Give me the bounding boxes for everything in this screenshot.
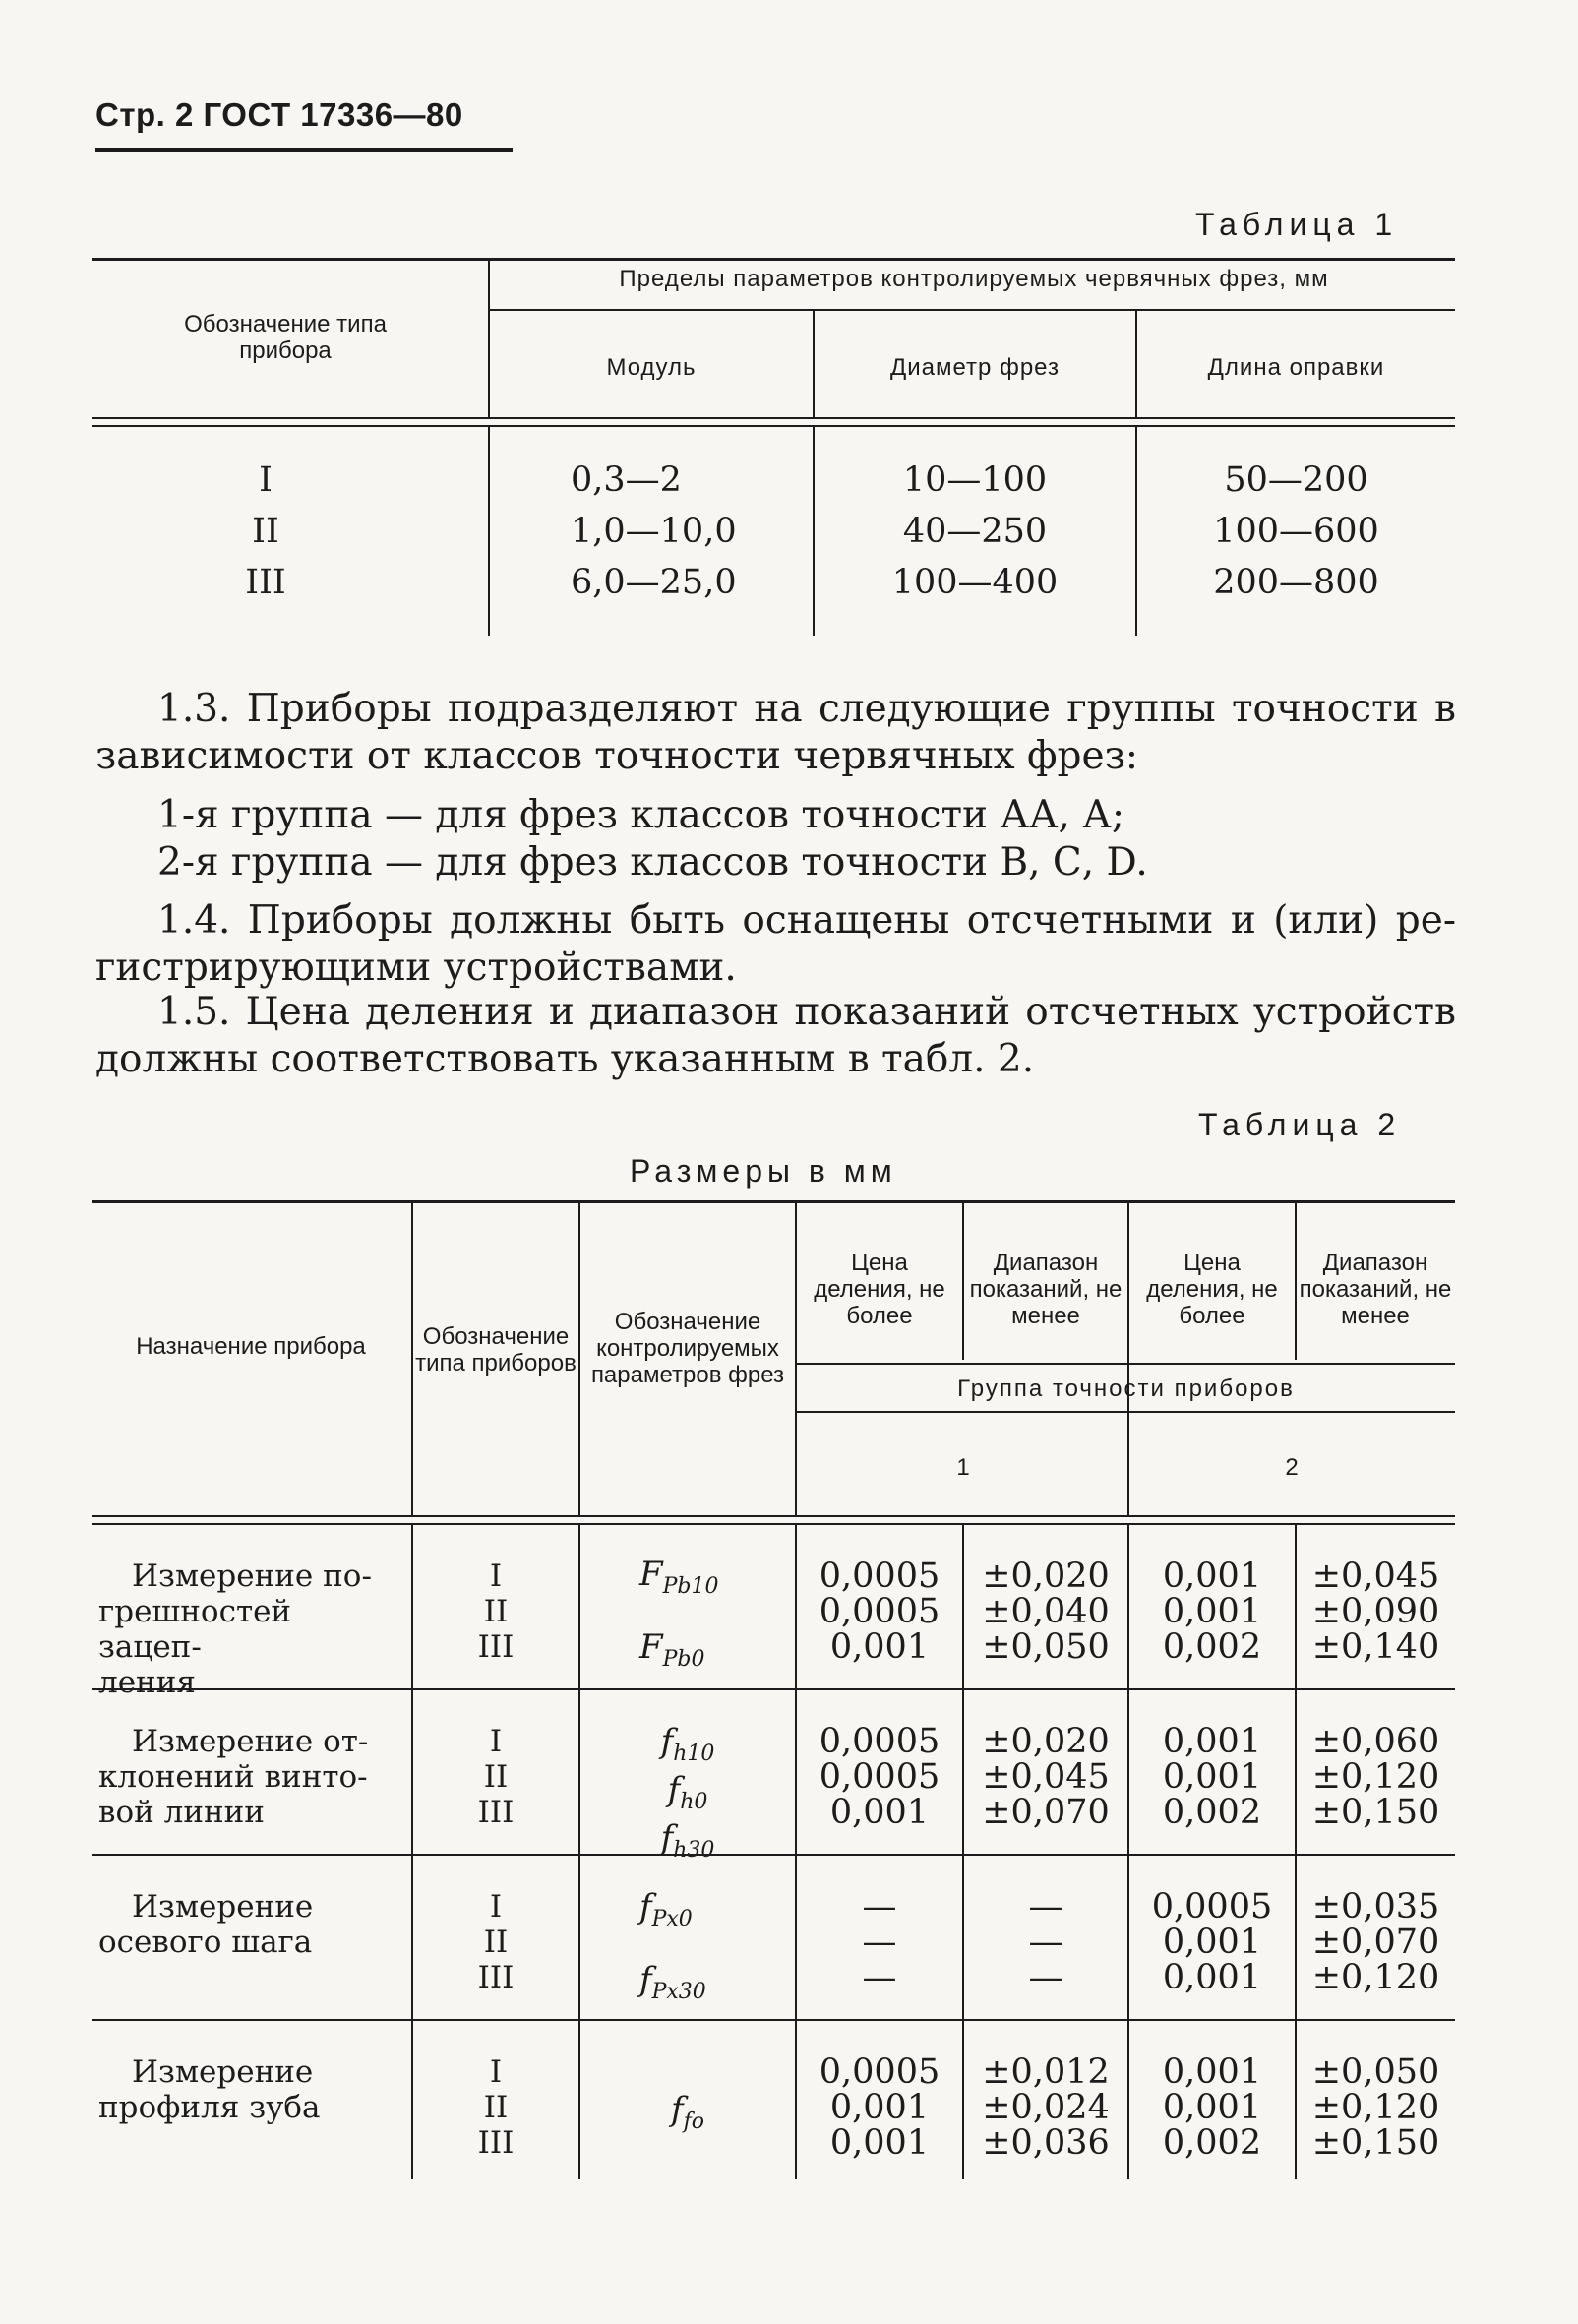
purpose-line: грешностей зацеп- xyxy=(98,1594,292,1665)
row-types xyxy=(413,1889,578,1995)
table1-col-designation: Обозначение типа прибора xyxy=(184,311,387,364)
value: ±0,150 xyxy=(1311,1793,1440,1832)
value: ±0,150 xyxy=(1311,2123,1440,2163)
value: 0,002 xyxy=(1162,1793,1262,1832)
type-value: I xyxy=(489,1559,503,1594)
g1-div xyxy=(797,1559,962,1665)
table2-vline xyxy=(795,1202,797,1517)
value: ±0,070 xyxy=(982,1793,1110,1832)
value: — xyxy=(862,1887,897,1926)
param-sub: fo xyxy=(683,2109,704,2134)
table1-col-diameter: Диаметр фрез xyxy=(890,354,1060,381)
value: ±0,120 xyxy=(1311,2088,1440,2127)
paragraph-1-3: 1.3. Приборы подразделяют на следующие группы точности в xyxy=(157,687,1456,731)
table2-units: Размеры в мм xyxy=(630,1153,897,1189)
param-sub: Px30 xyxy=(651,1979,706,2004)
param-notation xyxy=(639,1555,718,1599)
param-base: F xyxy=(639,1627,663,1667)
g2-range xyxy=(1297,1889,1455,1995)
g1-range xyxy=(964,2054,1127,2161)
param-base: f xyxy=(671,2090,684,2129)
table-cell: 100—400 xyxy=(891,563,1059,602)
value: 0,0005 xyxy=(819,1592,941,1631)
paragraph-1-5-cont: должны соответствовать указанным в табл. 2. xyxy=(95,1037,1035,1081)
type-value: II xyxy=(483,2090,509,2125)
value: 0,0005 xyxy=(819,1557,941,1596)
param-sub: h30 xyxy=(673,1837,715,1863)
param-base: f xyxy=(639,1887,652,1926)
param-sub: Pb0 xyxy=(662,1646,705,1672)
row-purpose xyxy=(98,1559,403,1700)
header-rule xyxy=(95,148,513,152)
table1-col-module: Модуль xyxy=(606,354,697,381)
table2-subhead-rule xyxy=(797,1363,1455,1365)
value: ±0,120 xyxy=(1311,1757,1440,1797)
value: 0,001 xyxy=(1162,1757,1262,1797)
table-cell: 50—200 xyxy=(1224,460,1368,500)
table-cell: 0,3—2 xyxy=(571,460,682,500)
table2-col-purpose: Назначение прибора xyxy=(136,1333,366,1360)
table1-top-rule xyxy=(92,258,1455,261)
table2-top-rule xyxy=(92,1200,1455,1203)
type-value: III xyxy=(477,1629,515,1665)
value: ±0,036 xyxy=(982,2123,1110,2163)
value: ±0,035 xyxy=(1311,1887,1440,1926)
g1-range xyxy=(964,1889,1127,1995)
row-types xyxy=(413,1559,578,1665)
purpose-line: ления xyxy=(98,1665,196,1700)
g2-div xyxy=(1129,1889,1295,1995)
table2-col-types: Обозначение типа приборов xyxy=(415,1323,577,1376)
table1-vline xyxy=(488,258,490,417)
value: ±0,140 xyxy=(1311,1627,1440,1667)
table1-subhead-rule xyxy=(490,309,1455,311)
table2-col-range-g1: Диапазон показаний, не менее xyxy=(969,1250,1123,1329)
row-purpose xyxy=(98,1889,403,1960)
purpose-line: осевого шага xyxy=(98,1925,313,1960)
param-base: f xyxy=(660,1722,674,1761)
paragraph-1-5: 1.5. Цена деления и диапазон показаний отсчетных устройств xyxy=(157,990,1456,1034)
type-value: I xyxy=(489,1724,503,1759)
purpose-line: вой линии xyxy=(98,1795,265,1830)
table1-header-rule xyxy=(92,417,1455,419)
table-cell: 10—100 xyxy=(902,460,1048,500)
value: 0,0005 xyxy=(1151,1887,1273,1926)
value: ±0,024 xyxy=(982,2088,1110,2127)
paragraph-1-3-cont: зависимости от классов точности червячных фрез: xyxy=(95,734,1139,778)
type-value: I xyxy=(489,1889,503,1925)
value: ±0,050 xyxy=(982,1627,1110,1667)
value: ±0,045 xyxy=(982,1757,1110,1797)
table1-vline xyxy=(488,427,490,636)
type-value: II xyxy=(483,1925,509,1960)
g2-range xyxy=(1297,2054,1455,2161)
value: 0,001 xyxy=(1162,1592,1262,1631)
table2-col-params: Обозначение контролируемых параметров фрез xyxy=(590,1309,785,1388)
type-value: III xyxy=(477,2125,515,2161)
value: ±0,012 xyxy=(982,2052,1110,2092)
table2-group-2: 2 xyxy=(1285,1454,1299,1481)
page-header: Стр. 2 ГОСТ 17336—80 xyxy=(95,96,463,133)
value: 0,001 xyxy=(1162,1923,1262,1962)
value: ±0,050 xyxy=(1311,2052,1440,2092)
param-notation xyxy=(639,1887,693,1931)
value: 0,001 xyxy=(1162,1557,1262,1596)
row-types xyxy=(413,1724,578,1830)
table2-vline xyxy=(411,1202,413,1517)
table-cell: III xyxy=(245,563,286,602)
row-purpose xyxy=(98,2054,403,2125)
param-notation xyxy=(580,1769,795,1820)
param-notation xyxy=(580,2090,795,2134)
table1-col-length: Длина оправки xyxy=(1207,354,1385,381)
type-value: II xyxy=(483,1759,509,1795)
table1-header-rule xyxy=(92,425,1455,427)
table2-col-range-g2: Диапазон показаний, не менее xyxy=(1299,1250,1452,1329)
type-value: II xyxy=(483,1594,509,1629)
value: ±0,020 xyxy=(982,1557,1110,1596)
table2-group-1: 1 xyxy=(956,1454,970,1481)
value: ±0,060 xyxy=(1311,1722,1440,1761)
value: ±0,070 xyxy=(1311,1923,1440,1962)
list-item-group2: 2-я группа — для фрез классов точности В, С, D. xyxy=(157,840,1148,885)
param-sub: h0 xyxy=(680,1789,708,1814)
table-cell: 100—600 xyxy=(1213,512,1379,551)
table2-col-div-g2: Цена деления, не более xyxy=(1146,1250,1278,1329)
param-sub: Pb10 xyxy=(662,1573,719,1599)
param-base: f xyxy=(667,1769,681,1809)
value: ±0,020 xyxy=(982,1722,1110,1761)
table2-vline xyxy=(962,1202,964,1360)
g2-div xyxy=(1129,1559,1295,1665)
value: ±0,040 xyxy=(982,1592,1110,1631)
table-cell: II xyxy=(252,512,279,551)
g2-range xyxy=(1297,1559,1455,1665)
param-notation-list xyxy=(580,1724,795,1867)
paragraph-1-4-cont: гистрирующими устройствами. xyxy=(95,946,737,990)
g1-range xyxy=(964,1724,1127,1830)
table-cell: 6,0—25,0 xyxy=(571,563,737,602)
purpose-line: Измерение от- xyxy=(132,1724,369,1759)
g1-div xyxy=(797,1724,962,1830)
type-value: I xyxy=(489,2054,503,2090)
value: 0,001 xyxy=(1162,2052,1262,2092)
table2-caption: Таблица 2 xyxy=(1198,1107,1402,1142)
type-value: III xyxy=(477,1960,515,1995)
value: — xyxy=(862,1923,897,1962)
table1-caption: Таблица 1 xyxy=(1195,207,1399,242)
param-sub: Px0 xyxy=(651,1906,693,1931)
value: 0,002 xyxy=(1162,2123,1262,2163)
table2-subhead-rule xyxy=(797,1411,1455,1413)
table-cell: 40—250 xyxy=(902,512,1048,551)
value: 0,001 xyxy=(1162,1958,1262,1997)
value: 0,0005 xyxy=(819,2052,941,2092)
table-cell: 200—800 xyxy=(1213,563,1379,602)
value: 0,001 xyxy=(829,2123,930,2163)
g2-div xyxy=(1129,2054,1295,2161)
param-base: f xyxy=(660,1817,674,1858)
purpose-line: Измерение xyxy=(132,1889,314,1925)
value: — xyxy=(862,1958,897,1997)
value: ±0,045 xyxy=(1311,1557,1440,1596)
value: 0,002 xyxy=(1162,1627,1262,1667)
value: ±0,120 xyxy=(1311,1958,1440,1997)
table2-header-rule xyxy=(92,1515,1455,1517)
table-cell: 1,0—10,0 xyxy=(571,512,737,551)
g1-div xyxy=(797,1889,962,1995)
value: — xyxy=(1028,1958,1063,1997)
value: 0,001 xyxy=(829,1627,930,1667)
purpose-line: клонений винто- xyxy=(98,1759,368,1795)
param-base: f xyxy=(639,1960,652,1999)
row-purpose xyxy=(98,1724,403,1830)
g2-div xyxy=(1129,1724,1295,1830)
param-notation xyxy=(580,1724,795,1772)
table-cell: I xyxy=(259,460,273,500)
value: 0,0005 xyxy=(819,1722,941,1761)
table2-header-rule xyxy=(92,1523,1455,1525)
table2-col-group: Группа точности приборов xyxy=(957,1376,1295,1402)
param-notation xyxy=(639,1960,706,2004)
table2-row-rule xyxy=(92,2019,1455,2021)
purpose-line: Измерение по- xyxy=(132,1559,372,1594)
param-notation xyxy=(639,1627,704,1672)
type-value: III xyxy=(477,1795,515,1830)
value: 0,0005 xyxy=(819,1757,941,1797)
value: 0,001 xyxy=(829,2088,930,2127)
value: 0,001 xyxy=(829,1793,930,1832)
row-types xyxy=(413,2054,578,2161)
purpose-line: Измерение xyxy=(132,2054,314,2090)
value: — xyxy=(1028,1923,1063,1962)
g1-range xyxy=(964,1559,1127,1665)
g2-range xyxy=(1297,1724,1455,1830)
value: — xyxy=(1028,1887,1063,1926)
value: 0,001 xyxy=(1162,1722,1262,1761)
value: 0,001 xyxy=(1162,2088,1262,2127)
paragraph-1-4: 1.4. Приборы должны быть оснащены отсчетными и (или) ре- xyxy=(157,898,1456,943)
table2-col-div-g1: Цена деления, не более xyxy=(814,1250,945,1329)
param-base: F xyxy=(639,1555,663,1594)
g1-div xyxy=(797,2054,962,2161)
param-notation xyxy=(580,1817,795,1868)
table2-vline xyxy=(578,1202,580,1517)
value: ±0,090 xyxy=(1311,1592,1440,1631)
list-item-group1: 1-я группа — для фрез классов точности АА, А; xyxy=(157,793,1124,837)
table1-col-group: Пределы параметров контролируемых червячных фрез, мм xyxy=(619,266,1329,292)
purpose-line: профиля зуба xyxy=(98,2090,321,2125)
param-sub: h10 xyxy=(673,1741,715,1766)
